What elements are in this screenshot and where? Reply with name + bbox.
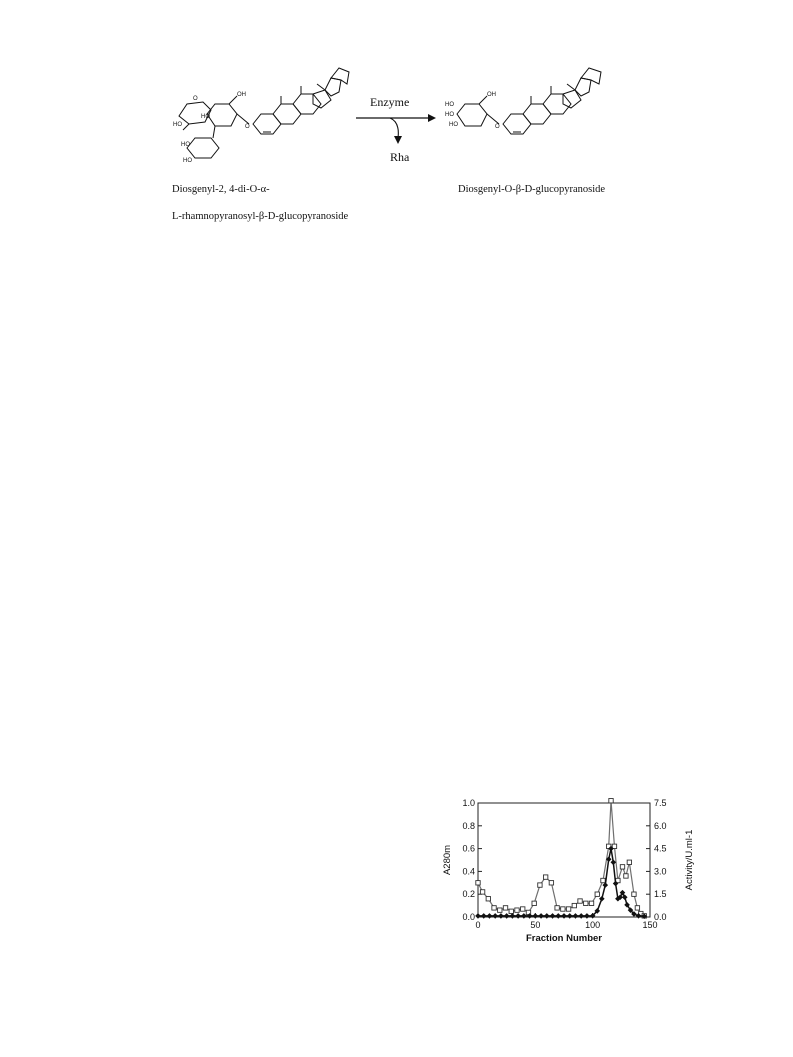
elution-profile-chart bbox=[430, 795, 710, 955]
byproduct-label: Rha bbox=[390, 150, 410, 164]
series-2-point bbox=[504, 913, 510, 919]
series-1-point bbox=[635, 906, 639, 910]
product-name: Diosgenyl-O-β-D-glucopyranoside bbox=[458, 184, 606, 195]
series-1-point bbox=[632, 892, 636, 896]
series-1-point bbox=[624, 874, 628, 878]
reaction-scheme bbox=[0, 0, 793, 240]
series-2-point bbox=[544, 913, 550, 919]
series-1-point bbox=[486, 897, 490, 901]
y-right-tick-label: 0.0 bbox=[654, 912, 667, 922]
series-1-point bbox=[476, 881, 480, 885]
series-2-point bbox=[578, 913, 584, 919]
series-2-point bbox=[510, 913, 516, 919]
product-ho-label-1: HO bbox=[445, 102, 454, 108]
substrate-structure bbox=[165, 66, 350, 176]
series-2-point bbox=[561, 913, 567, 919]
y-left-tick-label: 0.6 bbox=[462, 843, 475, 854]
series-2-point bbox=[533, 913, 539, 919]
y-right-tick-label: 3.0 bbox=[654, 866, 667, 877]
substrate-ho-label-4: HO bbox=[183, 158, 192, 164]
series-2-point bbox=[492, 913, 498, 919]
product-ho-label-3: HO bbox=[449, 122, 458, 128]
series-1-point bbox=[515, 908, 519, 912]
x-tick-label: 0 bbox=[475, 920, 481, 930]
substrate-ether-oxygen-label: O bbox=[245, 124, 250, 130]
series-1-point bbox=[595, 892, 599, 896]
rhamnose-ring-upper bbox=[179, 102, 211, 124]
y-left-tick-label: 0.8 bbox=[462, 820, 475, 831]
series-1-point bbox=[492, 906, 496, 910]
product-ether-oxygen-label: O bbox=[495, 124, 500, 130]
series-1-point bbox=[572, 903, 576, 907]
series-1-point bbox=[627, 860, 631, 864]
y-right-tick-label: 4.5 bbox=[654, 843, 667, 854]
substrate-name-line2: L-rhamnopyranosyl-β-D-glucopyranoside bbox=[172, 211, 349, 222]
series-1-point bbox=[561, 907, 565, 911]
plot-frame bbox=[478, 803, 650, 917]
x-tick-label: 150 bbox=[642, 920, 658, 930]
series-2-point bbox=[550, 913, 556, 919]
y-left-tick-label: 0.2 bbox=[462, 889, 475, 900]
product-structure bbox=[445, 66, 615, 156]
arrow-label: Enzyme bbox=[370, 95, 410, 109]
y-right-tick-label: 7.5 bbox=[654, 798, 667, 808]
series-1-point bbox=[498, 908, 502, 912]
y-left-tick-label: 0.0 bbox=[462, 912, 475, 922]
y-left-tick-label: 0.4 bbox=[462, 866, 475, 877]
product-ho-label-2: HO bbox=[445, 112, 454, 118]
y-right-tick-label: 1.5 bbox=[654, 889, 667, 900]
substrate-oxygen-label: O bbox=[193, 96, 198, 102]
series-1-point bbox=[538, 883, 542, 887]
substrate-ho-label-3: HO bbox=[181, 142, 190, 148]
series-2-point bbox=[515, 913, 521, 919]
series-1-point bbox=[509, 909, 513, 913]
series-1-point bbox=[543, 875, 547, 879]
x-axis-label: Fraction Number bbox=[525, 933, 603, 944]
substrate-oh-label: OH bbox=[237, 92, 246, 98]
product-oh-label: OH bbox=[487, 92, 496, 98]
series-2-point bbox=[538, 913, 544, 919]
series-2-point bbox=[487, 913, 493, 919]
glucose-ring bbox=[207, 104, 237, 126]
series-1-point bbox=[503, 906, 507, 910]
series-2-point bbox=[622, 894, 628, 900]
series-1-point bbox=[480, 890, 484, 894]
product-glucose-ring bbox=[457, 104, 487, 126]
series-1-point bbox=[549, 881, 553, 885]
series-1-point bbox=[620, 865, 624, 869]
series-2-point bbox=[573, 913, 579, 919]
series-1-point bbox=[584, 901, 588, 905]
x-tick-label: 50 bbox=[530, 920, 541, 930]
y-right-axis-label: Activity/U.ml-1 bbox=[684, 829, 695, 891]
x-tick-label: 100 bbox=[585, 920, 601, 930]
y-left-axis-label: A280m bbox=[442, 844, 453, 876]
series-1-point bbox=[578, 899, 582, 903]
series-1-point bbox=[589, 901, 593, 905]
series-2-point bbox=[498, 913, 504, 919]
series-2-point bbox=[475, 913, 481, 919]
substrate-name-line1: Diosgenyl-2, 4-di-O-α- bbox=[172, 184, 270, 195]
series-1-point bbox=[521, 907, 525, 911]
series-1-point bbox=[566, 907, 570, 911]
series-1-point bbox=[532, 901, 536, 905]
rhamnose-ring-lower bbox=[187, 138, 219, 158]
substrate-ho-label-2: HO bbox=[201, 114, 210, 120]
series-1-point bbox=[555, 906, 559, 910]
series-1-point bbox=[601, 878, 605, 882]
y-left-tick-label: 1.0 bbox=[462, 798, 475, 808]
y-right-tick-label: 6.0 bbox=[654, 820, 667, 831]
series-2-point bbox=[567, 913, 573, 919]
series-2-point bbox=[620, 890, 626, 896]
series-2-point bbox=[555, 913, 561, 919]
series-2-point bbox=[481, 913, 487, 919]
series-2-point bbox=[584, 913, 590, 919]
substrate-ho-label-1: HO bbox=[173, 122, 182, 128]
series-1-point bbox=[609, 799, 613, 803]
